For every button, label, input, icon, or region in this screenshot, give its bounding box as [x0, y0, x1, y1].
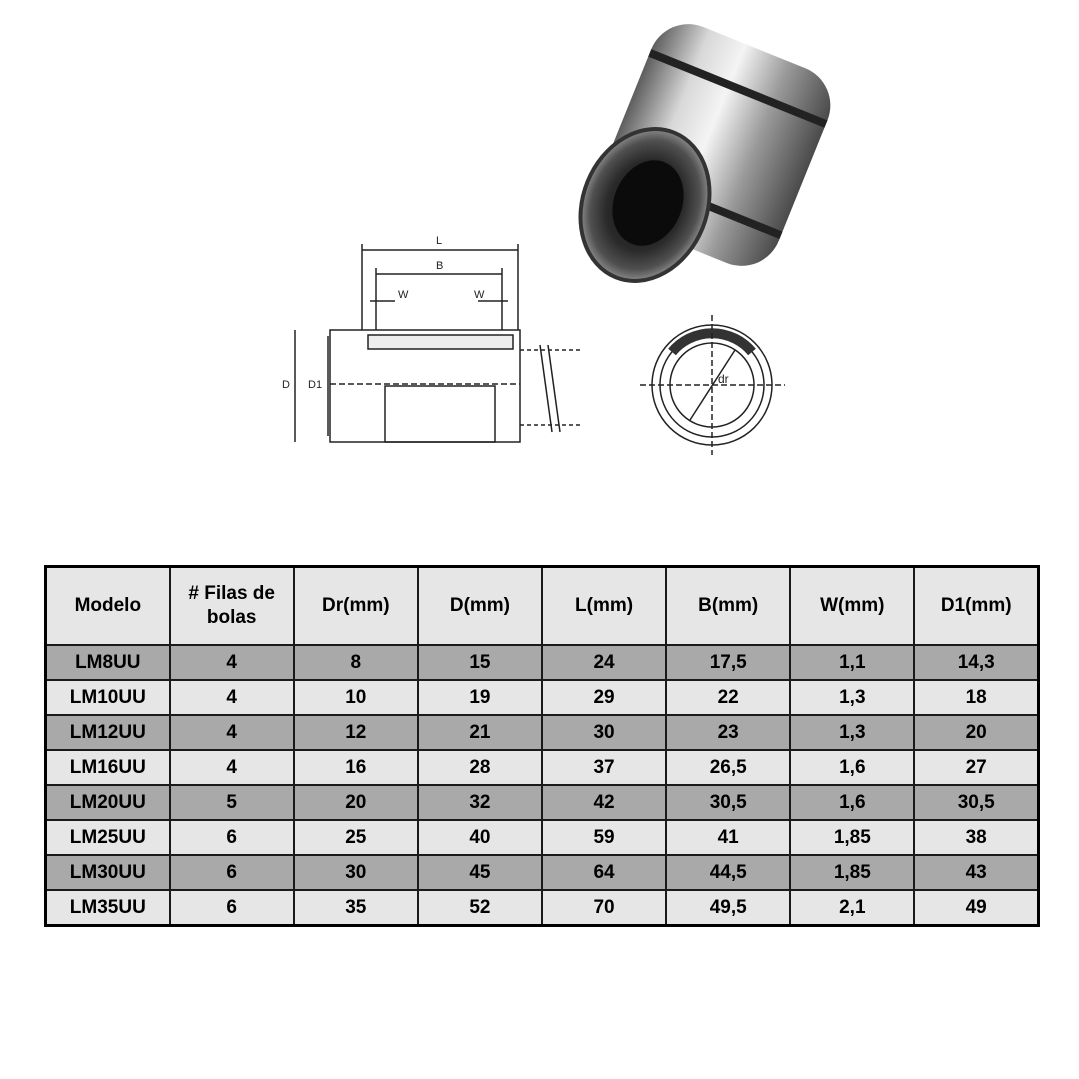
- cell-d: 19: [418, 680, 542, 715]
- table-row: [46, 820, 1039, 855]
- cell-b: 49,5: [666, 890, 790, 926]
- dim-l-label: L: [436, 235, 443, 247]
- cell-d: 21: [418, 715, 542, 750]
- dim-d1-label: D1: [308, 379, 323, 391]
- cell-l: 30: [542, 715, 666, 750]
- cell-modelo: LM16UU: [46, 750, 170, 785]
- specifications-table: [44, 565, 1040, 927]
- cell-b: 44,5: [666, 855, 790, 890]
- table-row: [46, 855, 1039, 890]
- table-row: [46, 785, 1039, 820]
- cell-d1: 20: [914, 715, 1038, 750]
- bearing-figure: [0, 0, 1079, 480]
- cell-filas: 6: [170, 890, 294, 926]
- cell-modelo: LM10UU: [46, 680, 170, 715]
- cell-d1: 14,3: [914, 645, 1038, 680]
- cell-l: 37: [542, 750, 666, 785]
- cell-filas: 6: [170, 820, 294, 855]
- cell-filas: 4: [170, 715, 294, 750]
- cell-d: 15: [418, 645, 542, 680]
- cell-dr: 35: [294, 890, 418, 926]
- cell-d1: 43: [914, 855, 1038, 890]
- table-row: [46, 715, 1039, 750]
- header-modelo: Modelo: [46, 567, 170, 646]
- cell-b: 23: [666, 715, 790, 750]
- cell-b: 22: [666, 680, 790, 715]
- cell-l: 42: [542, 785, 666, 820]
- header-filas-de-bolas: # Filas de bolas: [170, 567, 294, 646]
- cell-w: 1,6: [790, 750, 914, 785]
- cell-modelo: LM35UU: [46, 890, 170, 926]
- table-row: [46, 750, 1039, 785]
- cell-dr: 25: [294, 820, 418, 855]
- cell-modelo: LM12UU: [46, 715, 170, 750]
- dim-w-left-label: W: [398, 289, 409, 301]
- cell-dr: 16: [294, 750, 418, 785]
- dim-b-label: B: [436, 260, 444, 272]
- cell-l: 64: [542, 855, 666, 890]
- cell-d1: 38: [914, 820, 1038, 855]
- cell-filas: 6: [170, 855, 294, 890]
- dim-d-label: D: [282, 379, 290, 391]
- cell-d1: 49: [914, 890, 1038, 926]
- cell-b: 41: [666, 820, 790, 855]
- cell-w: 1,85: [790, 820, 914, 855]
- cell-filas: 4: [170, 645, 294, 680]
- dim-dr-label: dr: [718, 372, 729, 386]
- cell-w: 1,1: [790, 645, 914, 680]
- cell-filas: 4: [170, 680, 294, 715]
- cell-d: 40: [418, 820, 542, 855]
- table-header-row: [46, 567, 1039, 646]
- side-view-drawing: [295, 244, 580, 442]
- cell-d: 52: [418, 890, 542, 926]
- table-row: [46, 890, 1039, 926]
- cell-b: 30,5: [666, 785, 790, 820]
- cell-w: 1,3: [790, 715, 914, 750]
- cell-dr: 30: [294, 855, 418, 890]
- cell-dr: 12: [294, 715, 418, 750]
- cell-d: 45: [418, 855, 542, 890]
- cell-filas: 4: [170, 750, 294, 785]
- cell-l: 29: [542, 680, 666, 715]
- bearing-photo: [558, 12, 842, 300]
- header-dr: Dr(mm): [294, 567, 418, 646]
- header-w: W(mm): [790, 567, 914, 646]
- cell-w: 1,85: [790, 855, 914, 890]
- cell-l: 59: [542, 820, 666, 855]
- cell-modelo: LM25UU: [46, 820, 170, 855]
- cell-modelo: LM8UU: [46, 645, 170, 680]
- table-row: [46, 645, 1039, 680]
- cell-w: 1,3: [790, 680, 914, 715]
- cell-filas: 5: [170, 785, 294, 820]
- cell-l: 24: [542, 645, 666, 680]
- cell-d1: 30,5: [914, 785, 1038, 820]
- cell-dr: 10: [294, 680, 418, 715]
- cell-d1: 18: [914, 680, 1038, 715]
- cell-b: 26,5: [666, 750, 790, 785]
- cell-d: 28: [418, 750, 542, 785]
- cell-d1: 27: [914, 750, 1038, 785]
- end-view-drawing: [640, 315, 785, 455]
- cell-dr: 20: [294, 785, 418, 820]
- cell-modelo: LM20UU: [46, 785, 170, 820]
- table-row: [46, 680, 1039, 715]
- cell-dr: 8: [294, 645, 418, 680]
- header-b: B(mm): [666, 567, 790, 646]
- cell-modelo: LM30UU: [46, 855, 170, 890]
- header-d: D(mm): [418, 567, 542, 646]
- cell-l: 70: [542, 890, 666, 926]
- dim-w-right-label: W: [474, 289, 485, 301]
- header-d1: D1(mm): [914, 567, 1038, 646]
- cell-w: 1,6: [790, 785, 914, 820]
- cell-w: 2,1: [790, 890, 914, 926]
- header-l: L(mm): [542, 567, 666, 646]
- cell-b: 17,5: [666, 645, 790, 680]
- cell-d: 32: [418, 785, 542, 820]
